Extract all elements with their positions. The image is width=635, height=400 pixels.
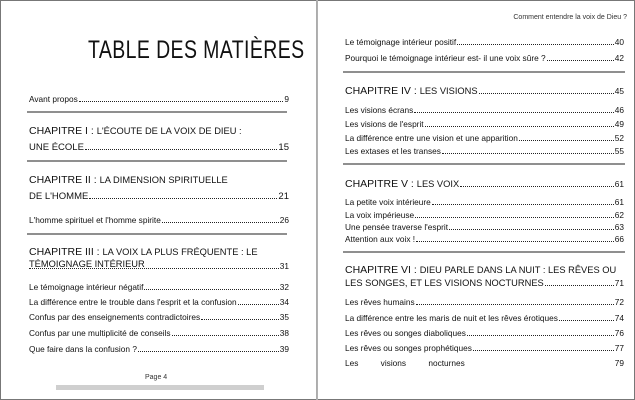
chapter-heading: CHAPITRE II : LA DIMENSION SPIRITUELLE <box>29 174 228 186</box>
divider <box>27 160 287 162</box>
toc-entry: Le témoignage intérieur positif 40 <box>345 37 624 47</box>
toc-entry: Les extases et les transes 55 <box>345 146 624 156</box>
divider <box>27 111 287 113</box>
toc-entry: Les rêves ou songes diaboliques 76 <box>345 328 624 338</box>
toc-entry: Les visions de l'esprit 49 <box>345 119 624 129</box>
chapter-heading: CHAPITRE I : L'ÉCOUTE DE LA VOIX DE DIEU : <box>29 125 242 137</box>
toc-entry: Les visions nocturnes 79 <box>345 358 624 368</box>
toc-entry: L'homme spirituel et l'homme spirite 26 <box>29 215 289 225</box>
toc-entry: La différence entre une vision et une apparition 52 <box>345 133 624 143</box>
right-page <box>317 0 635 400</box>
toc-entry: Que faire dans la confusion ? 39 <box>29 344 289 354</box>
toc-entry: Les rêves humains 72 <box>345 297 624 307</box>
toc-entry: Les rêves ou songes prophétiques 77 <box>345 343 624 353</box>
toc-entry: La petite voix intérieure 61 <box>345 197 624 207</box>
chapter-heading: CHAPITRE VI : DIEU PARLE DANS LA NUIT : LES RÊVES OU <box>345 264 617 276</box>
divider <box>27 233 287 235</box>
toc-entry: Confus par des enseignements contradictoires 35 <box>29 312 289 322</box>
toc-entry: 31 <box>29 261 289 271</box>
toc-entry: Les visions écrans 46 <box>345 105 624 115</box>
divider <box>343 251 625 253</box>
toc-entry: Une pensée traverse l'esprit 63 <box>345 222 624 232</box>
toc-entry: La différence entre le trouble dans l'esprit et la confusion 34 <box>29 297 289 307</box>
toc-entry: Attention aux voix ! 66 <box>345 234 624 244</box>
running-header: Comment entendre la voix de Dieu ? <box>513 14 627 21</box>
left-page <box>0 0 317 400</box>
toc-entry: DE L'HOMME 21 <box>29 191 289 202</box>
toc-entry: Confus par une multiplicité de conseils 38 <box>29 328 289 338</box>
chapter-heading-line2: TÉMOIGNAGE INTÉRIEUR <box>29 259 145 269</box>
chapter-heading-line2: LES SONGES, ET LES VISIONS NOCTURNES 71 <box>345 278 624 288</box>
toc-entry: La voix impérieuse 62 <box>345 210 624 220</box>
page-number: Page 4 <box>145 374 168 381</box>
chapter-heading: CHAPITRE IV : LES VISIONS 45 <box>345 85 624 97</box>
toc-entry: UNE ÉCOLE 15 <box>29 142 289 153</box>
page-footer-bar <box>56 385 264 390</box>
toc-entry: Le témoignage intérieur négatif 32 <box>29 282 289 292</box>
page-title: TABLE DES MATIÈRES <box>88 36 305 64</box>
toc-entry: Pourquoi le témoignage intérieur est- il une voix sûre ? 42 <box>345 53 624 63</box>
chapter-heading: CHAPITRE V : LES VOIX 61 <box>345 178 624 190</box>
chapter-heading: CHAPITRE III : LA VOIX LA PLUS FRÉQUENTE : LE <box>29 246 258 258</box>
toc-entry: La différence entre les maris de nuit et les rêves érotiques 74 <box>345 313 624 323</box>
toc-entry: Avant propos 9 <box>29 94 289 104</box>
divider <box>343 163 625 165</box>
divider <box>343 71 625 73</box>
